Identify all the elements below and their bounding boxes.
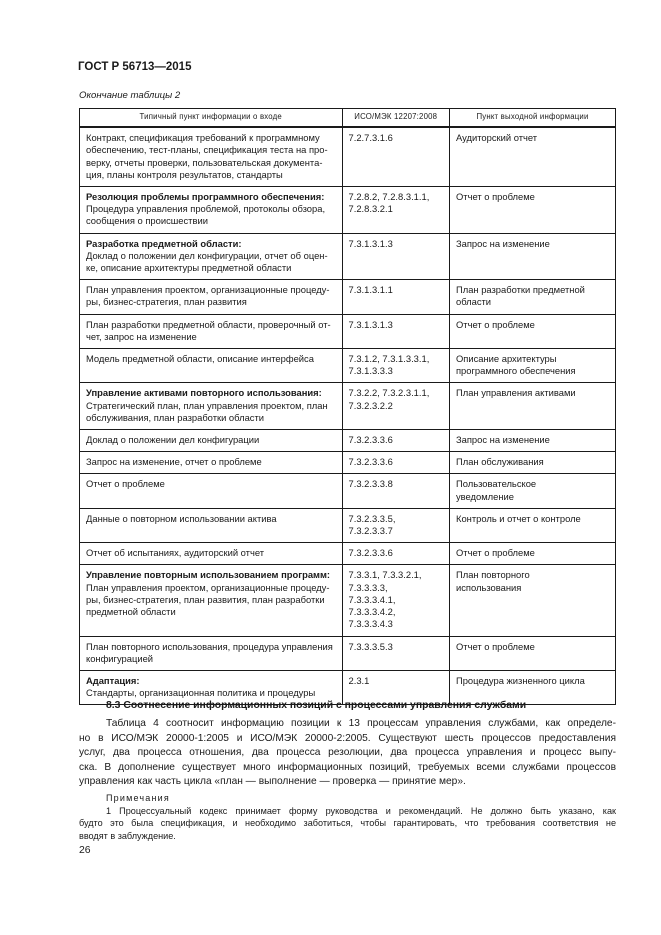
output-info-cell: [449, 314, 615, 348]
clause-line: 7.3.3.3.4.2,: [348, 606, 396, 618]
clause-cell: [342, 314, 449, 348]
clause-line: 7.3.2.3.3.6: [348, 547, 393, 559]
table-row: [80, 636, 616, 670]
clause-line: 7.3.1.2, 7.3.1.3.3.1,: [348, 353, 430, 365]
clause-line: 7.3.1.3.1.3: [348, 318, 393, 330]
output-info-cell: [449, 474, 615, 508]
clause-line: 7.3.3.1, 7.3.3.2.1,: [348, 569, 422, 581]
output-info-line: Отчет о проблеме: [455, 191, 535, 203]
input-info-cell: [80, 187, 343, 234]
clause-line: 7.3.3.3.4.1,: [348, 593, 396, 605]
clause-line: 7.3.2.2, 7.3.2.3.1.1,: [348, 387, 430, 399]
paragraph-line: но в ИСО/МЭК 20000-1:2005 и ИСО/МЭК 20000-2:2005. Существуют шесть процессов предоставления: [79, 732, 616, 744]
input-info-cell: [80, 280, 343, 314]
clause-line: 7.3.2.3.3.6: [348, 434, 393, 446]
clause-cell: [342, 543, 449, 565]
input-info-cell: [80, 383, 343, 430]
note-text: [79, 805, 616, 842]
output-info-line: уведомление: [455, 490, 514, 502]
note-line: будто это была спецификация, и необходимо заботиться, чтобы гарантировать, что требования соответствия не: [79, 818, 616, 829]
input-info-line: Данные о повторном использовании актива: [86, 512, 277, 524]
clause-cell: [342, 508, 449, 542]
clause-line: 7.2.8.2, 7.2.8.3.1.1,: [348, 191, 430, 203]
output-info-line: Отчет о проблеме: [455, 318, 535, 330]
clause-line: 7.3.2.3.2.2: [348, 399, 393, 411]
table-row: [80, 430, 616, 452]
table-row: [80, 543, 616, 565]
input-info-line: План управления проектом, организационные процеду-: [86, 284, 330, 296]
input-info-line: сообщения о происшествии: [86, 215, 208, 227]
input-info-line: Отчет об испытаниях, аудиторский отчет: [86, 547, 265, 559]
input-info-line: Запрос на изменение, отчет о проблеме: [86, 456, 262, 468]
standard-header: ГОСТ Р 56713—2015: [78, 61, 192, 73]
input-info-line: Стандарты, организационная политика и процедуры: [86, 687, 316, 699]
input-info-line: Доклад о положении дел конфигурации: [86, 434, 260, 446]
column-header-clause: ИСО/МЭК 12207:2008: [342, 109, 449, 128]
clause-line: 7.2.8.3.2.1: [348, 203, 393, 215]
input-info-line: ке, описание архитектуры предметной области: [86, 262, 292, 274]
input-info-line: План повторного использования, процедура управления: [86, 640, 333, 652]
table-row: [80, 233, 616, 280]
clause-cell: [342, 280, 449, 314]
group-title: Адаптация:: [86, 674, 140, 686]
table-body: [80, 127, 616, 705]
clause-line: 7.3.3.3.5.3: [348, 640, 393, 652]
clause-line: 7.3.3.3.4.3: [348, 618, 393, 630]
input-info-line: ры, бизнес-стратегия, план развития: [86, 296, 247, 308]
input-info-line: Отчет о проблеме: [86, 478, 165, 490]
paragraph-line: управления как часть цикла «план — выполнение — проверка — принятие мер».: [79, 776, 466, 787]
input-info-line: предметной области: [86, 606, 176, 618]
output-info-line: Процедура жизненного цикла: [455, 674, 585, 686]
clause-line: 7.3.2.3.3.5,: [348, 512, 396, 524]
note-line: вводят в заблуждение.: [79, 830, 176, 841]
table-header-row: [80, 109, 616, 128]
output-info-cell: [449, 508, 615, 542]
clause-line: 7.3.1.3.3.3: [348, 365, 393, 377]
input-info-line: Доклад о положении дел конфигурации, отчет об оцен-: [86, 249, 328, 261]
output-info-line: Отчет о проблеме: [455, 547, 535, 559]
table-row: [80, 349, 616, 383]
output-info-line: Запрос на изменение: [455, 434, 550, 446]
output-info-cell: [449, 543, 615, 565]
table-caption: Окончание таблицы 2: [79, 90, 181, 101]
input-info-cell: [80, 452, 343, 474]
input-info-line: ция, планы контроля результатов, стандарты: [86, 168, 283, 180]
clause-line: 7.3.1.3.1.1: [348, 284, 393, 296]
table-row: [80, 127, 616, 186]
output-info-line: области: [455, 296, 492, 308]
notes-heading: Примечания: [106, 793, 170, 803]
input-info-line: Модель предметной области, описание интерфейса: [86, 353, 314, 365]
output-info-cell: [449, 565, 615, 636]
input-info-cell: [80, 349, 343, 383]
input-info-line: обеспечению, тест-планы, спецификация теста на про-: [86, 144, 328, 156]
table-row: [80, 508, 616, 542]
clause-cell: [342, 430, 449, 452]
mapping-table: [79, 108, 616, 705]
input-info-line: Процедура управления проблемой, протоколы обзора,: [86, 203, 326, 215]
clause-cell: [342, 383, 449, 430]
clause-line: 7.3.1.3.1.3: [348, 237, 393, 249]
clause-line: 7.3.2.3.3.6: [348, 456, 393, 468]
group-title: Резолюция проблемы программного обеспечения:: [86, 191, 325, 203]
input-info-cell: [80, 314, 343, 348]
clause-line: 2.3.1: [348, 674, 370, 686]
output-info-line: Отчет о проблеме: [455, 640, 535, 652]
clause-cell: [342, 474, 449, 508]
input-info-cell: [80, 508, 343, 542]
table-row: [80, 452, 616, 474]
clause-line: 7.3.3.3.3,: [348, 581, 388, 593]
output-info-line: План разработки предметной: [455, 284, 585, 296]
input-info-line: конфигурацией: [86, 652, 154, 664]
input-info-line: чет, запрос на изменение: [86, 330, 197, 342]
input-info-cell: [80, 474, 343, 508]
group-title: Управление активами повторного использования:: [86, 387, 322, 399]
paragraph-line: услуг, два процесса отношения, два процесса резолюции, два процесса управления и процесс выпу-: [79, 747, 616, 758]
input-info-line: План разработки предметной области, проверочный от-: [86, 318, 331, 330]
output-info-line: Запрос на изменение: [455, 237, 550, 249]
clause-cell: [342, 565, 449, 636]
output-info-line: Описание архитектуры: [455, 353, 557, 365]
output-info-line: использования: [455, 581, 522, 593]
input-info-cell: [80, 543, 343, 565]
output-info-cell: [449, 349, 615, 383]
input-info-line: ры, бизнес-стратегия, план развития, план разработки: [86, 593, 325, 605]
clause-cell: [342, 233, 449, 280]
input-info-cell: [80, 233, 343, 280]
clause-line: 7.3.2.3.3.8: [348, 478, 393, 490]
group-title: Разработка предметной области:: [86, 237, 242, 249]
input-info-cell: [80, 430, 343, 452]
output-info-cell: [449, 430, 615, 452]
output-info-line: План обслуживания: [455, 456, 544, 468]
output-info-line: программного обеспечения: [455, 365, 576, 377]
clause-line: 7.2.7.3.1.6: [348, 132, 393, 144]
column-header-output: Пункт выходной информации: [449, 109, 615, 128]
output-info-cell: [449, 636, 615, 670]
input-info-cell: [80, 636, 343, 670]
input-info-line: обслуживания, план разработки области: [86, 411, 264, 423]
clause-cell: [342, 636, 449, 670]
section-heading: 8.3 Соотнесение информационных позиций с процессами управления службами: [106, 700, 527, 711]
clause-cell: [342, 187, 449, 234]
section-paragraph: [79, 717, 616, 790]
clause-line: 7.3.2.3.3.7: [348, 525, 393, 537]
note-line: 1 Процессуальный кодекс принимает форму руководства и рекомендаций. Не должно быть указано, как: [106, 806, 616, 816]
output-info-line: План управления активами: [455, 387, 576, 399]
input-info-cell: [80, 565, 343, 636]
output-info-line: План повторного: [455, 569, 530, 581]
table-row: [80, 187, 616, 234]
input-info-cell: [80, 127, 343, 186]
output-info-cell: [449, 127, 615, 186]
paragraph-line: Таблица 4 соотносит информацию позиции к 13 процессам управления службами, как определе-: [106, 718, 616, 729]
table-row: [80, 280, 616, 314]
column-header-input: Типичный пункт информации о входе: [80, 109, 343, 128]
output-info-line: Аудиторский отчет: [455, 132, 538, 144]
input-info-line: верку, отчеты проверки, пользовательская документа-: [86, 156, 323, 168]
output-info-cell: [449, 383, 615, 430]
input-info-line: План управления проектом, организационные процеду-: [86, 581, 330, 593]
paragraph-line: ска. В дополнение существует много информационных позиций, требуемых всеми службами процессов: [79, 761, 616, 773]
table-row: [80, 565, 616, 636]
output-info-cell: [449, 280, 615, 314]
output-info-line: Пользовательское: [455, 478, 537, 490]
output-info-cell: [449, 452, 615, 474]
output-info-cell: [449, 187, 615, 234]
table-row: [80, 474, 616, 508]
input-info-line: Стратегический план, план управления проектом, план: [86, 399, 328, 411]
clause-cell: [342, 452, 449, 474]
group-title: Управление повторным использованием программ:: [86, 569, 331, 581]
input-info-line: Контракт, спецификация требований к программному: [86, 132, 320, 144]
output-info-line: Контроль и отчет о контроле: [455, 512, 581, 524]
clause-cell: [342, 349, 449, 383]
table-row: [80, 314, 616, 348]
output-info-cell: [449, 233, 615, 280]
clause-cell: [342, 127, 449, 186]
page-number: 26: [79, 845, 91, 856]
table-row: [80, 383, 616, 430]
